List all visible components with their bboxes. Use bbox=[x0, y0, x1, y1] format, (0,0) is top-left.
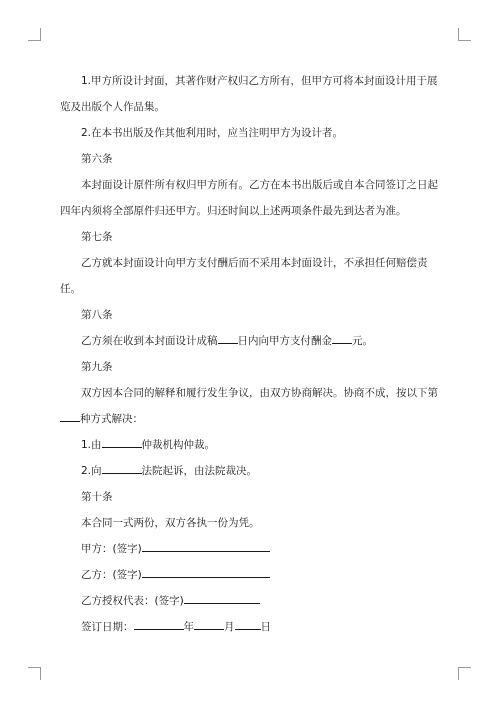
fee-blank bbox=[332, 331, 352, 344]
clause-paragraph-2: 2.在本书出版及作其他利用时，应当注明甲方为设计者。 bbox=[81, 127, 344, 139]
year-blank bbox=[134, 617, 184, 630]
article-heading-8: 第八条 bbox=[81, 309, 113, 321]
document-body bbox=[60, 68, 440, 640]
signature-party-b-representative-label: 乙方授权代表：(签字) bbox=[81, 595, 184, 607]
option-1-prefix: 1.由 bbox=[81, 439, 102, 451]
day-blank bbox=[235, 617, 261, 630]
signature-party-b-line bbox=[142, 565, 270, 578]
option-number-blank-a bbox=[60, 409, 74, 422]
signature-party-b-representative bbox=[60, 588, 440, 614]
article-10-text: 本合同一式两份，双方各执一份为凭。 bbox=[81, 517, 260, 529]
article-9-option-2 bbox=[60, 458, 440, 484]
signature-party-b-representative-line bbox=[184, 591, 260, 604]
days-blank bbox=[218, 331, 238, 344]
article-heading-6: 第六条 bbox=[81, 153, 113, 165]
article-8-text-part-b: 日内向甲方支付酬金 bbox=[237, 335, 332, 347]
article-heading-7: 第七条 bbox=[81, 231, 113, 243]
article-8-text-part-c: 元。 bbox=[352, 335, 373, 347]
arbitration-body-blank bbox=[102, 435, 142, 448]
corner-mark-bottom-left bbox=[28, 667, 41, 680]
article-heading-10: 第十条 bbox=[81, 491, 113, 503]
corner-mark-top-left bbox=[28, 28, 41, 41]
month-label: 月 bbox=[224, 621, 235, 633]
signature-party-a bbox=[60, 536, 440, 562]
signature-party-a-line bbox=[142, 539, 270, 552]
option-2-prefix: 2.向 bbox=[81, 465, 102, 477]
court-blank bbox=[102, 461, 142, 474]
option-1-suffix: 仲裁机构仲裁。 bbox=[141, 439, 216, 451]
corner-mark-top-right bbox=[458, 28, 471, 41]
month-blank bbox=[194, 617, 224, 630]
corner-mark-bottom-right bbox=[458, 667, 471, 680]
article-9-option-1 bbox=[60, 432, 440, 458]
article-9-text-part-b: 种方式解决： bbox=[80, 413, 143, 425]
signature-party-b-label: 乙方：(签字) bbox=[81, 569, 142, 581]
article-9-text-part-a: 双方因本合同的解释和履行发生争议，由双方协商解决。协商不成，按以下第 bbox=[81, 387, 438, 399]
article-8-text bbox=[60, 328, 440, 354]
option-2-suffix: 法院起诉，由法院裁决。 bbox=[141, 465, 258, 477]
year-label: 年 bbox=[183, 621, 194, 633]
signing-date bbox=[60, 614, 440, 640]
article-6-text: 本封面设计原件所有权归甲方所有。乙方在本书出版后或自本合同签订之日起四年内须将全部原件归还甲方。归还时间以上述两项条件最先到达者为准。 bbox=[60, 179, 438, 217]
clause-paragraph-1: 1.甲方所设计封面，其著作财产权归乙方所有，但甲方可将本封面设计用于展览及出版个人作品集。 bbox=[60, 75, 438, 113]
article-heading-9: 第九条 bbox=[81, 361, 113, 373]
day-label: 日 bbox=[260, 621, 271, 633]
article-8-text-part-a: 乙方须在收到本封面设计成稿 bbox=[81, 335, 218, 347]
article-7-text: 乙方就本封面设计向甲方支付酬后而不采用本封面设计，不承担任何赔偿责任。 bbox=[60, 257, 428, 295]
signature-party-b bbox=[60, 562, 440, 588]
article-9-text bbox=[60, 380, 440, 432]
signing-date-label: 签订日期： bbox=[81, 621, 134, 633]
signature-party-a-label: 甲方：(签字) bbox=[81, 543, 142, 555]
